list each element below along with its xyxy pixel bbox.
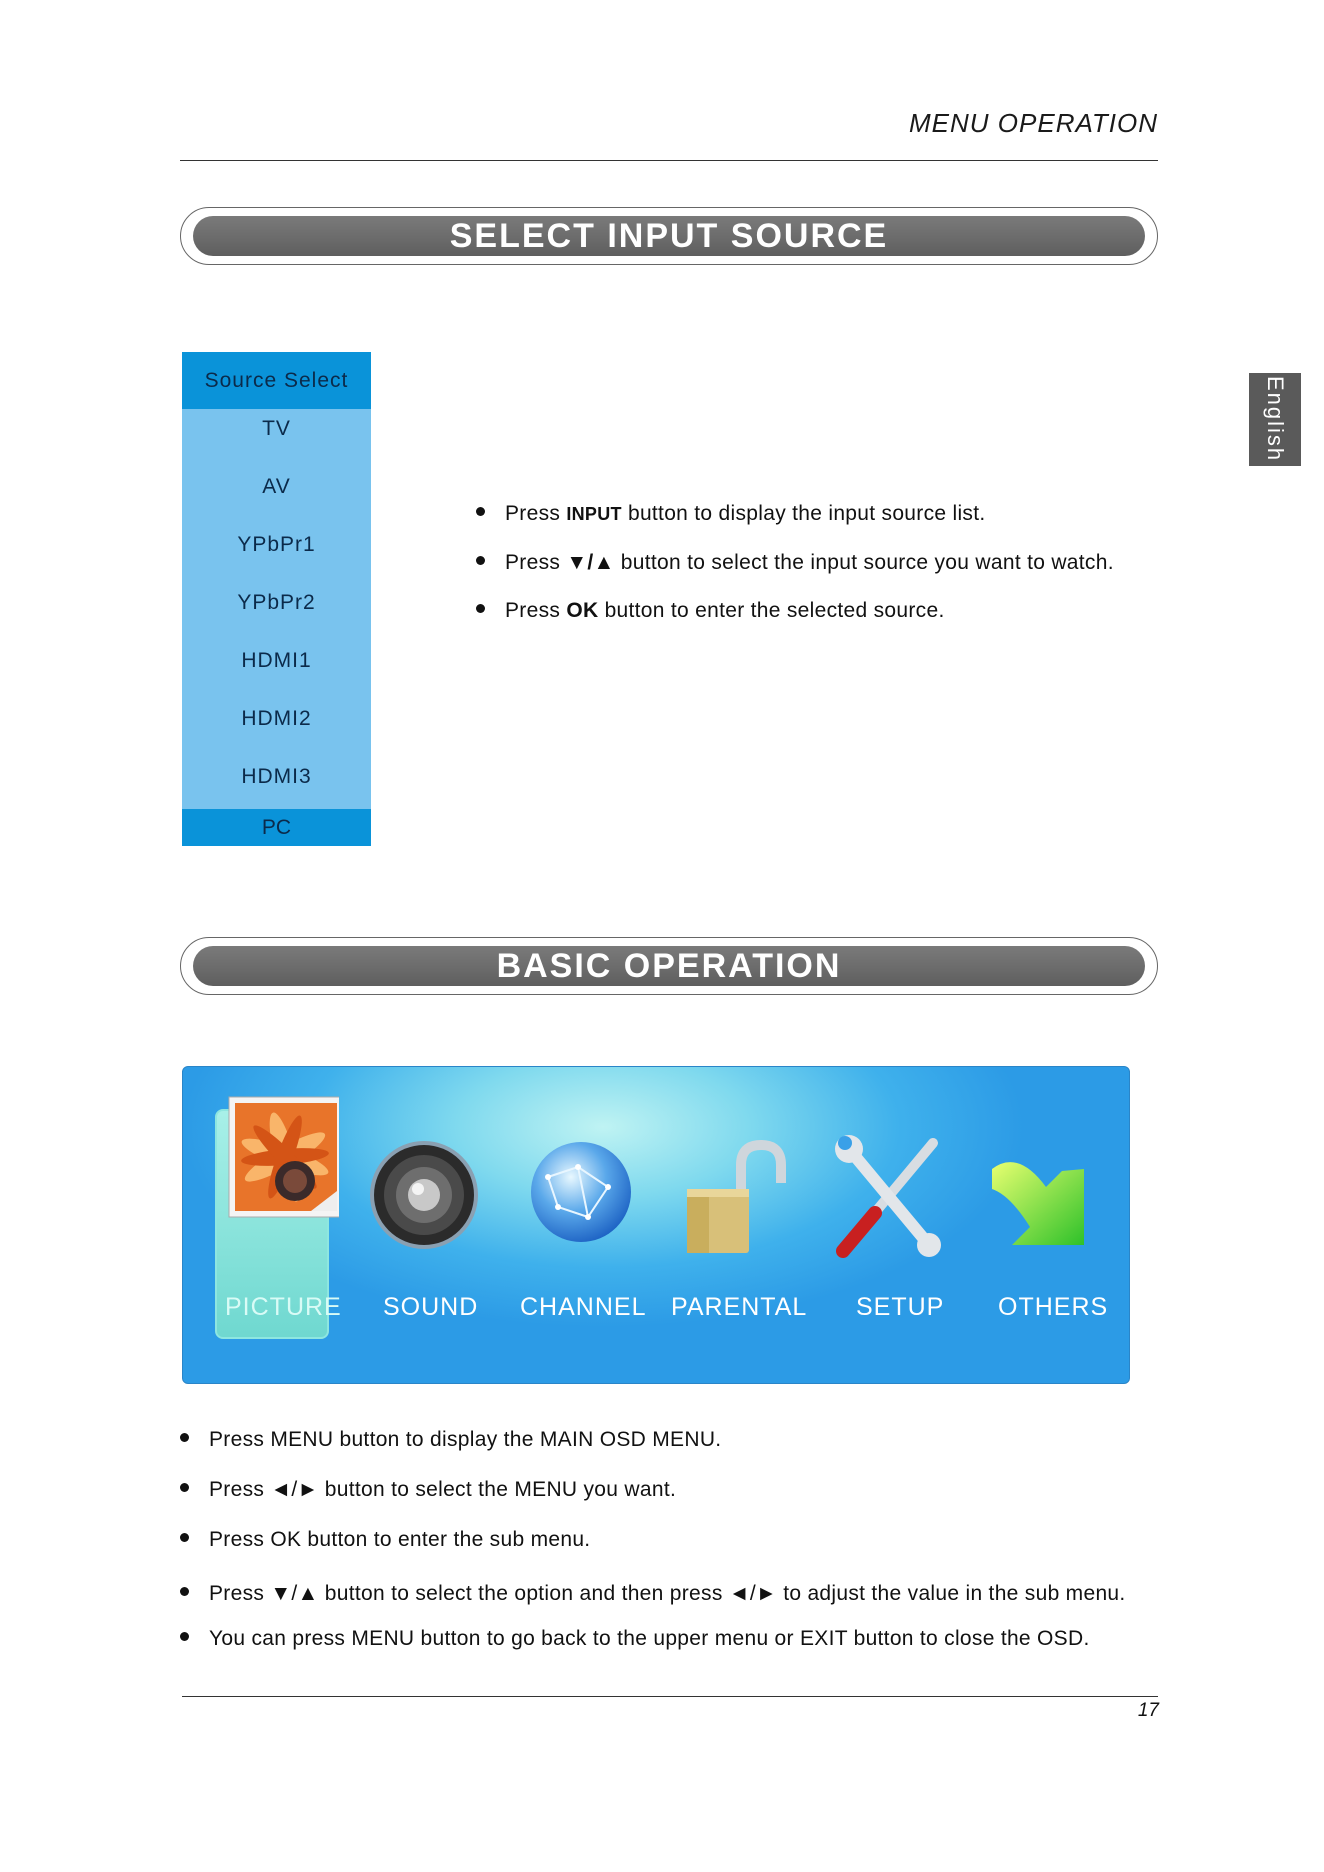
menu-item-setup[interactable]: SETUP [856,1293,945,1321]
picture-icon[interactable] [223,1095,339,1224]
source-item-ypbpr2[interactable]: YPbPr2 [237,591,316,614]
menu-item-others[interactable]: OTHERS [998,1293,1109,1321]
key-ok: OK [566,599,599,622]
source-list-header: Source Select [182,352,371,409]
section-title: BASIC OPERATION [496,946,842,985]
basic-bullet-2: Press ◄/► button to select the MENU you want. [180,1478,676,1502]
input-bullet-3: Press OK button to enter the selected source. [476,599,945,623]
menu-item-sound[interactable]: SOUND [383,1293,479,1321]
source-item-hdmi1[interactable]: HDMI1 [241,649,312,672]
menu-item-channel[interactable]: CHANNEL [520,1293,647,1321]
main-osd-menu [182,1066,1130,1384]
menu-item-picture[interactable]: PICTURE [225,1293,342,1321]
basic-bullet-1: Press MENU button to display the MAIN OSD MENU. [180,1428,721,1452]
source-select-list [182,352,371,846]
page-number: 17 [1137,1700,1159,1721]
language-label: English [1263,376,1288,463]
section-banner-input-source [180,207,1158,265]
input-bullet-1: Press INPUT button to display the input source list. [476,502,986,526]
key-arrows: ▼/▲ [566,551,615,574]
source-item-pc-selected[interactable]: PC [182,809,371,846]
menu-item-parental[interactable]: PARENTAL [671,1293,808,1321]
section-banner-basic-operation [180,937,1158,995]
section-title: SELECT INPUT SOURCE [449,216,889,255]
speaker-icon[interactable] [368,1135,480,1258]
key-input: INPUT [566,504,622,524]
input-bullet-2: Press ▼/▲ button to select the input source you want to watch. [476,551,1114,575]
basic-bullet-4: Press ▼/▲ button to select the option and then press ◄/► to adjust the value in the sub menu. [180,1582,1126,1606]
running-head: MENU OPERATION [909,108,1158,138]
arrow-icon[interactable] [988,1145,1092,1260]
header-rule [180,160,1158,161]
source-item-ypbpr1[interactable]: YPbPr1 [237,533,316,556]
padlock-icon[interactable] [683,1139,793,1262]
globe-icon[interactable] [528,1137,634,1252]
source-item-av[interactable]: AV [262,475,291,498]
basic-bullet-3: Press OK button to enter the sub menu. [180,1528,590,1552]
source-item-hdmi3[interactable]: HDMI3 [241,765,312,788]
tools-icon[interactable] [833,1135,945,1264]
source-item-tv[interactable]: TV [262,417,291,440]
footer-rule [182,1696,1158,1697]
language-tab [1249,373,1301,466]
source-item-hdmi2[interactable]: HDMI2 [241,707,312,730]
basic-bullet-5: You can press MENU button to go back to the upper menu or EXIT button to close the OSD. [180,1627,1090,1651]
